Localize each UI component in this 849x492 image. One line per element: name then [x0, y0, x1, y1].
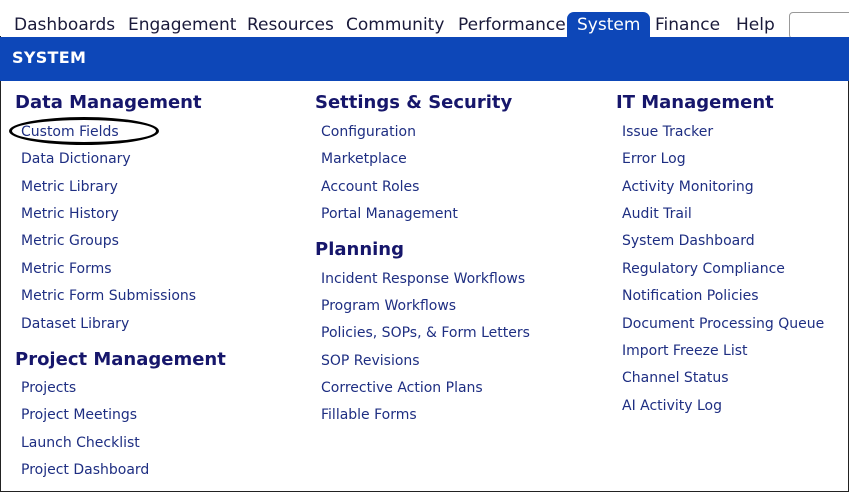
link-incident-response-workflows[interactable]: Incident Response Workflows	[321, 271, 526, 287]
link-notification-policies[interactable]: Notification Policies	[622, 288, 759, 304]
nav-finance[interactable]: Finance	[655, 15, 721, 35]
link-metric-history[interactable]: Metric History	[21, 206, 119, 222]
link-project-dashboard[interactable]: Project Dashboard	[21, 462, 150, 478]
nav-help[interactable]: Help	[736, 15, 775, 35]
section-banner	[0, 37, 849, 81]
link-document-processing-queue[interactable]: Document Processing Queue	[622, 316, 825, 332]
link-system-dashboard[interactable]: System Dashboard	[622, 233, 755, 249]
link-fillable-forms[interactable]: Fillable Forms	[321, 407, 417, 423]
link-channel-status[interactable]: Channel Status	[622, 370, 729, 386]
link-metric-library[interactable]: Metric Library	[21, 179, 118, 195]
link-project-meetings[interactable]: Project Meetings	[21, 407, 138, 423]
link-corrective-action-plans[interactable]: Corrective Action Plans	[321, 380, 483, 396]
link-program-workflows[interactable]: Program Workflows	[321, 298, 457, 314]
nav-engagement[interactable]: Engagement	[128, 15, 237, 35]
link-metric-forms[interactable]: Metric Forms	[21, 261, 112, 277]
link-custom-fields[interactable]: Custom Fields	[21, 124, 119, 140]
link-error-log[interactable]: Error Log	[622, 151, 686, 167]
nav-dashboards[interactable]: Dashboards	[14, 15, 116, 35]
link-policies-sops-form-letters[interactable]: Policies, SOPs, & Form Letters	[321, 325, 530, 341]
link-configuration[interactable]: Configuration	[321, 124, 416, 140]
nav-system[interactable]: System	[567, 12, 650, 38]
nav-performance[interactable]: Performance	[458, 15, 566, 35]
link-portal-management[interactable]: Portal Management	[321, 206, 458, 222]
section-title-project-management: Project Management	[15, 349, 226, 370]
link-dataset-library[interactable]: Dataset Library	[21, 316, 130, 332]
link-sop-revisions[interactable]: SOP Revisions	[321, 353, 420, 369]
link-audit-trail[interactable]: Audit Trail	[622, 206, 692, 222]
link-ai-activity-log[interactable]: AI Activity Log	[622, 398, 722, 414]
section-title-it-management: IT Management	[616, 92, 774, 113]
link-activity-monitoring[interactable]: Activity Monitoring	[622, 179, 754, 195]
link-marketplace[interactable]: Marketplace	[321, 151, 407, 167]
link-regulatory-compliance[interactable]: Regulatory Compliance	[622, 261, 785, 277]
link-issue-tracker[interactable]: Issue Tracker	[622, 124, 714, 140]
link-projects[interactable]: Projects	[21, 380, 77, 396]
link-data-dictionary[interactable]: Data Dictionary	[21, 151, 131, 167]
section-title-settings-security: Settings & Security	[315, 92, 513, 113]
section-title-planning: Planning	[315, 239, 405, 260]
link-metric-groups[interactable]: Metric Groups	[21, 233, 119, 249]
nav-community[interactable]: Community	[346, 15, 445, 35]
link-launch-checklist[interactable]: Launch Checklist	[21, 435, 140, 451]
link-account-roles[interactable]: Account Roles	[321, 179, 420, 195]
link-metric-form-submissions[interactable]: Metric Form Submissions	[21, 288, 197, 304]
link-import-freeze-list[interactable]: Import Freeze List	[622, 343, 748, 359]
banner-title: SYSTEM	[12, 48, 87, 67]
search-input[interactable]	[789, 12, 849, 39]
top-navigation	[0, 0, 849, 36]
nav-resources[interactable]: Resources	[247, 15, 334, 35]
section-title-data-management: Data Management	[15, 92, 202, 113]
